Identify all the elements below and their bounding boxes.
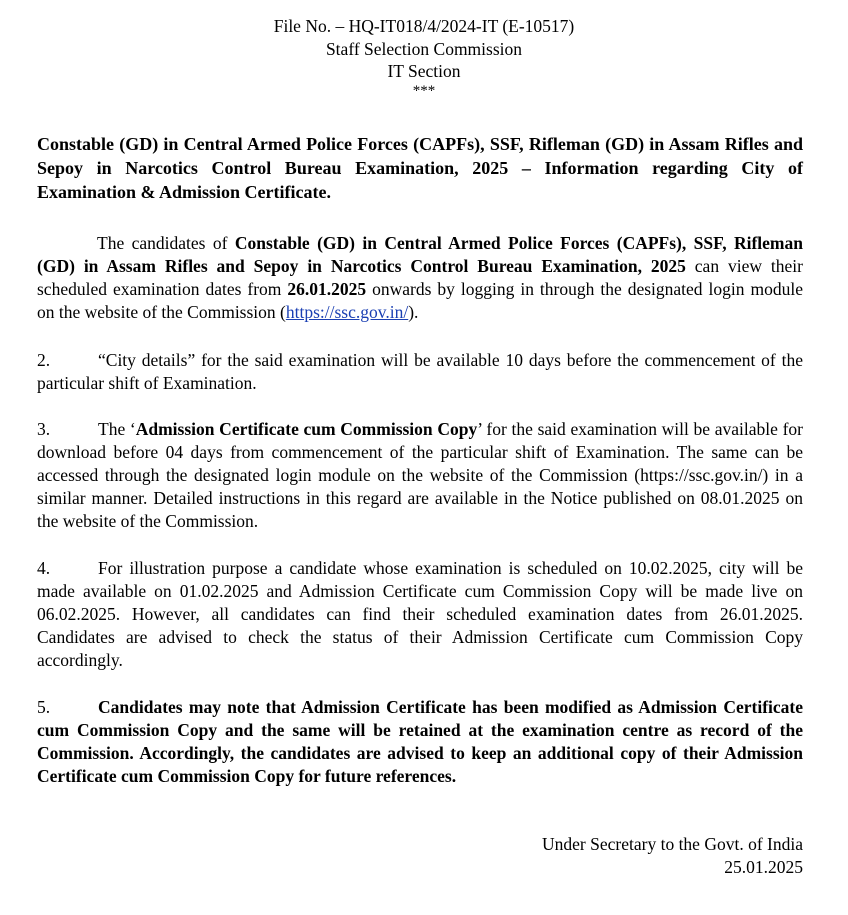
p3-bold-text: Admission Certificate cum Commission Copy xyxy=(135,419,478,439)
ssc-website-link[interactable]: https://ssc.gov.in/ xyxy=(285,302,409,322)
p1-text-1: The candidates of xyxy=(97,233,235,253)
p3-number: 3. xyxy=(37,419,51,439)
p1-exam-name: Constable (GD) in Central Armed Police Forces (CAPFs), SSF, Rifleman (GD) in Assam Rifles and Sepoy in Narcotics Control Bureau Examination, 2025 xyxy=(37,233,803,276)
p1-date: 26.01.2025 xyxy=(287,279,367,299)
paragraph-3 xyxy=(37,418,803,533)
p5-text: Candidates may note that Admission Certificate has been modified as Admission Certificate cum Commission Copy and the same will be retained at the examination centre as record of the Commission. Accordingly, the candidates are advised to keep an additional copy of their Admission Certificate cum Commission Copy for future references. xyxy=(37,697,803,786)
p4-number: 4. xyxy=(37,558,51,578)
p4-text: For illustration purpose a candidate whose examination is scheduled on 10.02.2025, city will be made available on 01.02.2025 and Admission Certificate cum Commission Copy will be made live on 06.02.2025. However, all candidates can find their scheduled examination dates from 26.01.2025. Candidates are advised to check the status of their Admission Certificate cum Commission Copy accordingly. xyxy=(37,558,803,670)
signatory-designation: Under Secretary to the Govt. of India xyxy=(542,834,803,854)
signature-date: 25.01.2025 xyxy=(724,856,803,877)
paragraph-4 xyxy=(37,557,803,672)
section-name: IT Section xyxy=(387,61,461,81)
p2-number: 2. xyxy=(37,350,51,370)
p1-text-2: can view their scheduled examination dates from xyxy=(37,256,803,299)
notice-title: Constable (GD) in Central Armed Police Forces (CAPFs), SSF, Rifleman (GD) in Assam Rifles and Sepoy in Narcotics Control Bureau Examination, 2025 – Information regarding City of Examination & Admission Certificate. xyxy=(37,134,803,202)
organization-name: Staff Selection Commission xyxy=(325,38,523,59)
paragraph-5 xyxy=(37,696,803,788)
p3-text-1: The ‘ xyxy=(98,419,136,439)
p1-text-3: onwards by logging in through the designated login module on the website of the Commission ( xyxy=(37,279,803,322)
separator-stars: *** xyxy=(412,82,436,99)
p2-text: “City details” for the said examination will be available 10 days before the commencement of the particular shift of Examination. xyxy=(37,350,803,393)
p3-text-2: ’ for the said examination will be available for download before 04 days from commencement of the particular shift of Examination. The same can be accessed through the designated login module on the website of the Commission (https://ssc.gov.in/) in a similar manner. Detailed instructions in this regard are available in the Notice published on 08.01.2025 on the website of the Commission. xyxy=(37,419,803,531)
paragraph-2 xyxy=(37,349,803,395)
header xyxy=(0,15,848,99)
signature-block xyxy=(542,833,803,878)
paragraph-1 xyxy=(37,232,803,324)
file-number: File No. – HQ-IT018/4/2024-IT (E-10517) xyxy=(273,16,575,36)
p1-text-4: ). xyxy=(408,302,419,322)
p5-number: 5. xyxy=(37,697,51,717)
